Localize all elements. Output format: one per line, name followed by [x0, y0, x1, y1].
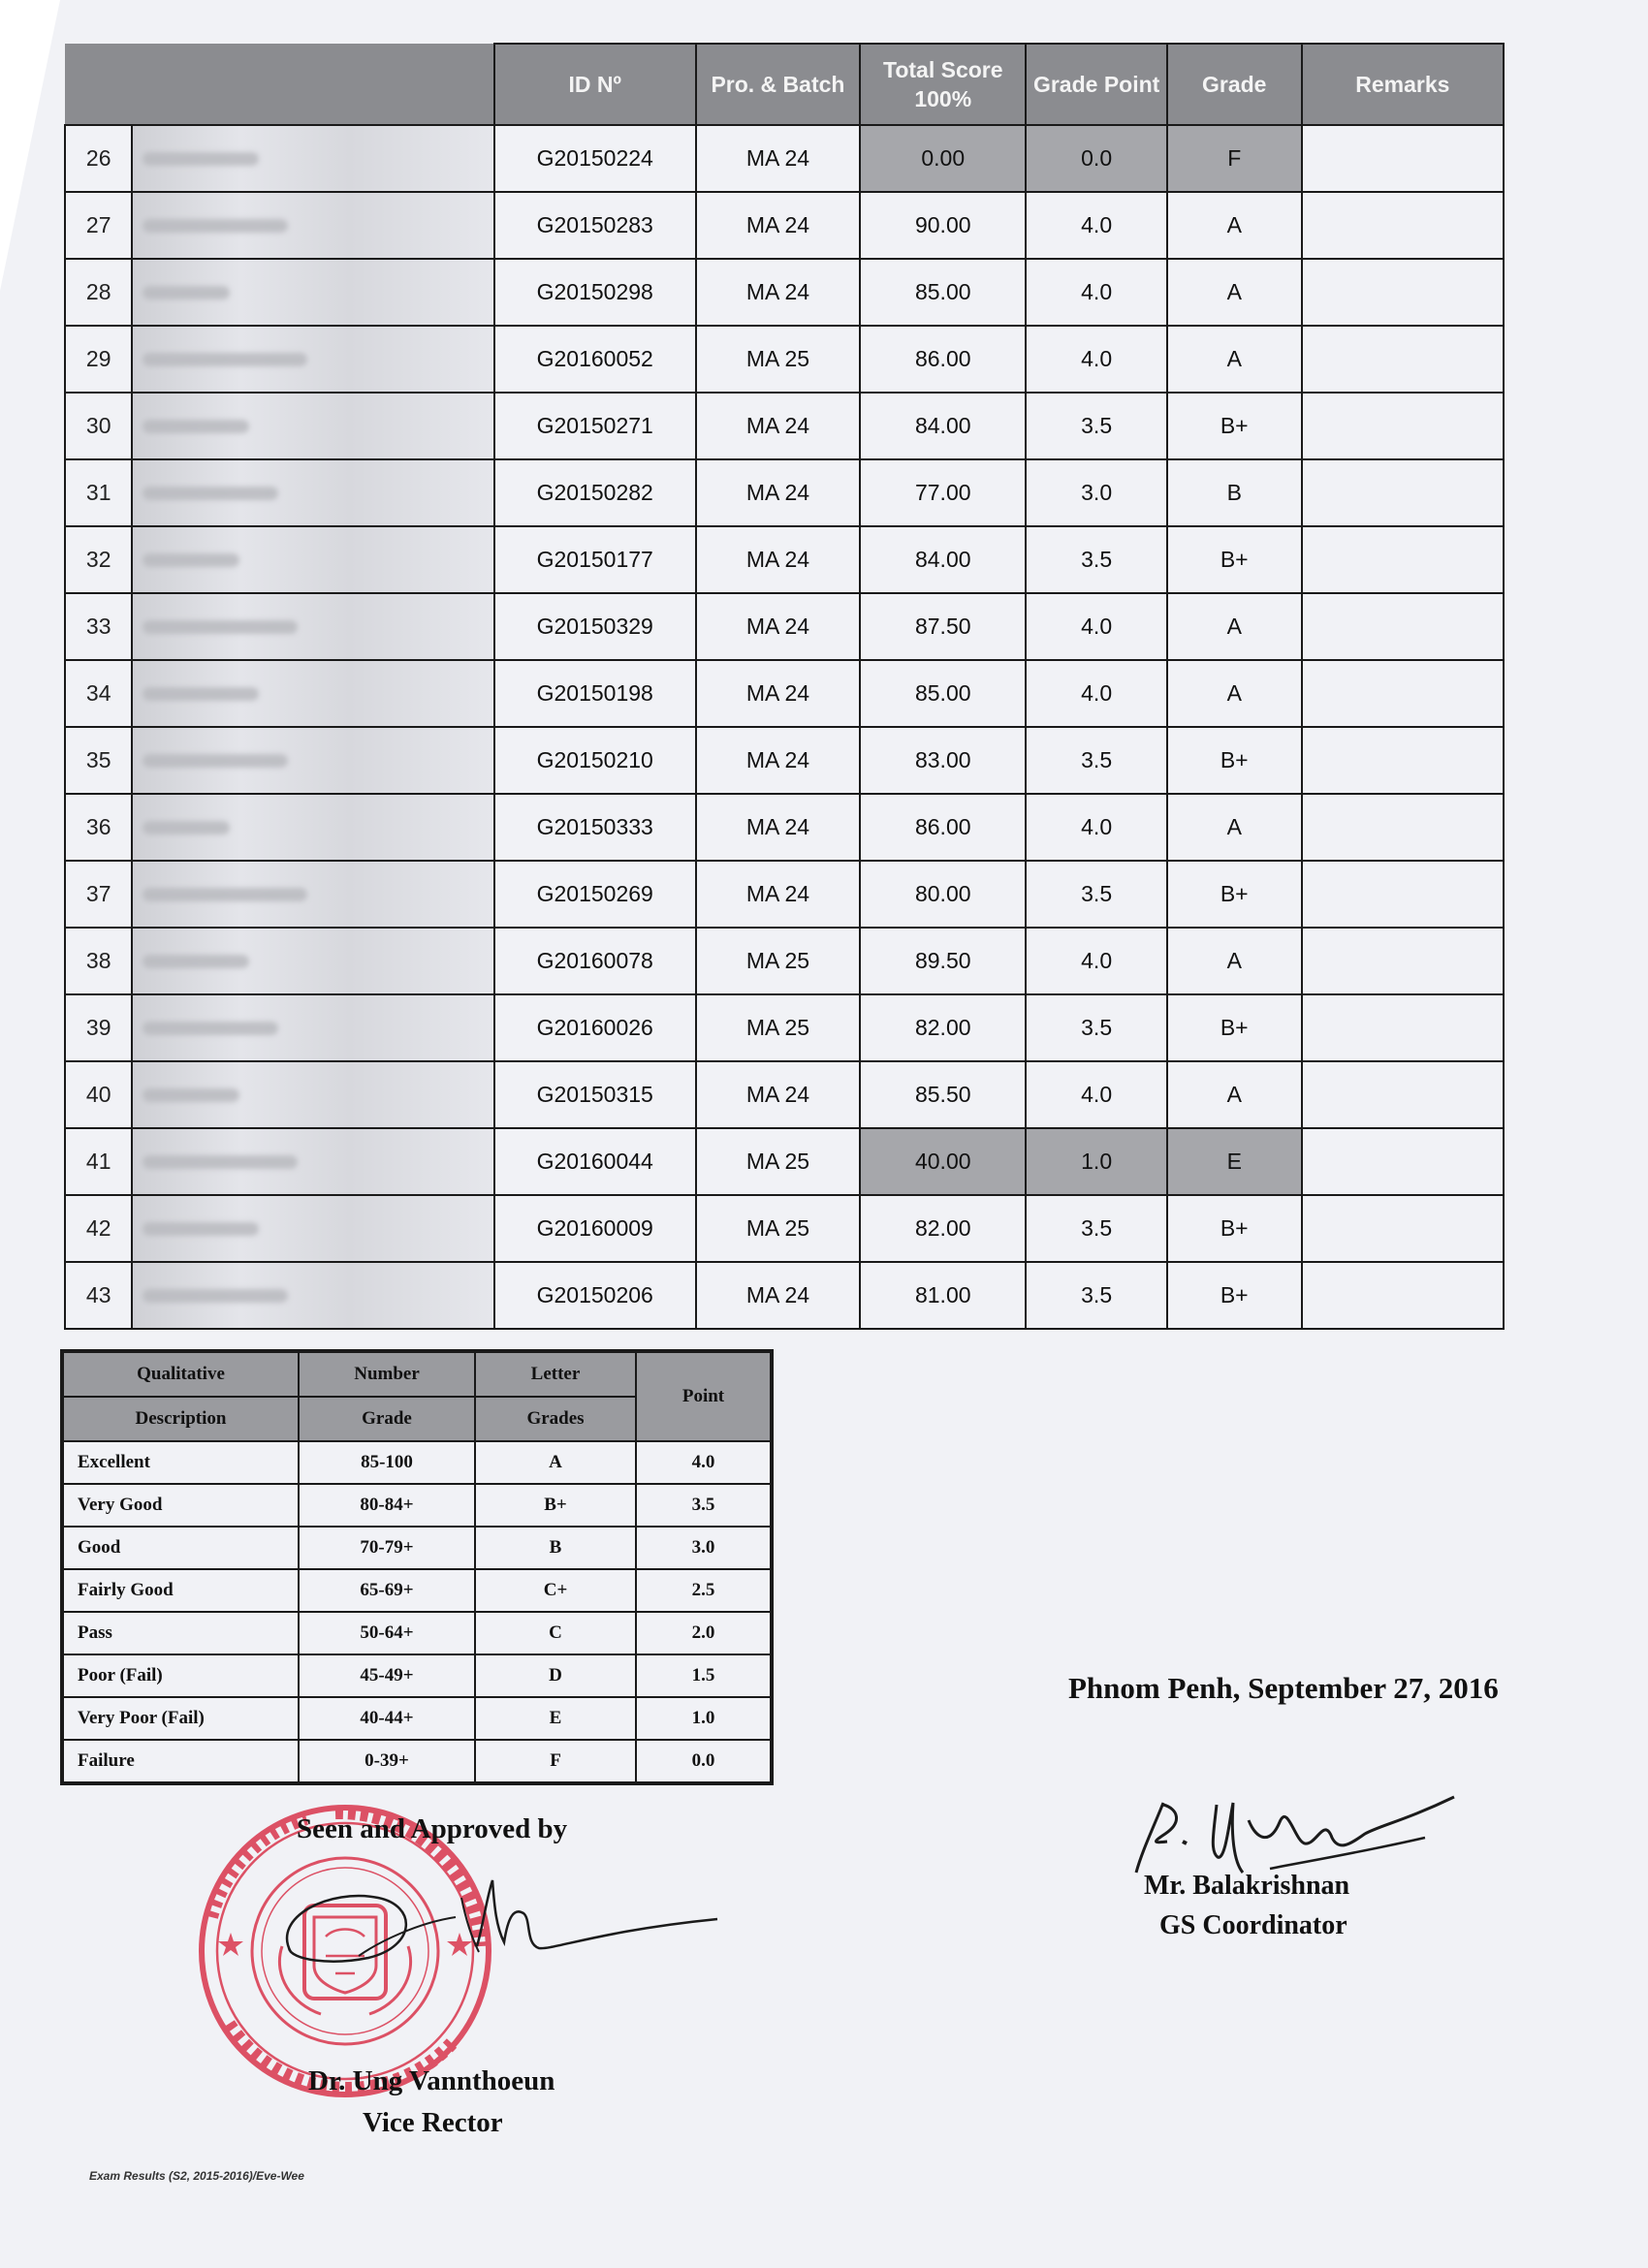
- letter-grade: F: [1167, 125, 1302, 192]
- table-row: [65, 861, 1504, 928]
- blurred-text: [143, 420, 249, 433]
- total-score: 85.00: [860, 660, 1026, 727]
- remarks: [1302, 994, 1504, 1061]
- coordinator-role: GS Coordinator: [1159, 1910, 1347, 1940]
- remarks: [1302, 459, 1504, 526]
- letter-grade: B: [1167, 459, 1302, 526]
- scale-row: [62, 1740, 772, 1783]
- scale-point: 4.0: [636, 1441, 772, 1484]
- scale-description: Pass: [62, 1612, 299, 1654]
- remarks: [1302, 192, 1504, 259]
- table-row: [65, 526, 1504, 593]
- scale-number-grade: 80-84+: [299, 1484, 475, 1527]
- row-number: 30: [65, 393, 132, 459]
- letter-grade: B+: [1167, 526, 1302, 593]
- student-id: G20150271: [494, 393, 696, 459]
- student-id: G20150298: [494, 259, 696, 326]
- row-number: 43: [65, 1262, 132, 1329]
- student-id: G20160026: [494, 994, 696, 1061]
- student-name-redacted: [132, 794, 493, 861]
- row-number: 26: [65, 125, 132, 192]
- scale-letter-grade: E: [475, 1697, 636, 1740]
- row-number: 28: [65, 259, 132, 326]
- total-score: 87.50: [860, 593, 1026, 660]
- scale-number-grade: 50-64+: [299, 1612, 475, 1654]
- coordinator-name: Mr. Balakrishnan: [1144, 1871, 1350, 1901]
- table-row: [65, 928, 1504, 994]
- table-row: [65, 660, 1504, 727]
- grade-point: 3.0: [1026, 459, 1166, 526]
- student-name-redacted: [132, 861, 493, 928]
- letter-grade: A: [1167, 192, 1302, 259]
- scale-point: 3.0: [636, 1527, 772, 1569]
- student-name-redacted: [132, 593, 493, 660]
- program-batch: MA 24: [696, 125, 860, 192]
- remarks: [1302, 593, 1504, 660]
- scale-point: 0.0: [636, 1740, 772, 1783]
- letter-grade: B+: [1167, 994, 1302, 1061]
- total-score: 85.00: [860, 259, 1026, 326]
- blurred-text: [143, 888, 307, 901]
- remarks: [1302, 660, 1504, 727]
- scale-header-grades: Grades: [475, 1397, 636, 1441]
- total-score: 82.00: [860, 994, 1026, 1061]
- table-row: [65, 794, 1504, 861]
- footer-note: Exam Results (S2, 2015-2016)/Eve-Wee: [89, 2169, 304, 2183]
- grade-point: 4.0: [1026, 928, 1166, 994]
- scale-header-grade: Grade: [299, 1397, 475, 1441]
- header-remarks: Remarks: [1302, 44, 1504, 125]
- scale-description: Fairly Good: [62, 1569, 299, 1612]
- student-name-redacted: [132, 326, 493, 393]
- letter-grade: B+: [1167, 393, 1302, 459]
- program-batch: MA 24: [696, 660, 860, 727]
- remarks: [1302, 794, 1504, 861]
- scale-point: 3.5: [636, 1484, 772, 1527]
- student-id: G20160044: [494, 1128, 696, 1195]
- program-batch: MA 24: [696, 861, 860, 928]
- student-name-redacted: [132, 459, 493, 526]
- grade-point: 4.0: [1026, 1061, 1166, 1128]
- remarks: [1302, 1061, 1504, 1128]
- program-batch: MA 24: [696, 393, 860, 459]
- remarks: [1302, 727, 1504, 794]
- total-score: 0.00: [860, 125, 1026, 192]
- grade-point: 4.0: [1026, 794, 1166, 861]
- scale-point: 1.5: [636, 1654, 772, 1697]
- student-id: G20160052: [494, 326, 696, 393]
- student-id: G20150269: [494, 861, 696, 928]
- student-name-redacted: [132, 192, 493, 259]
- student-name-redacted: [132, 660, 493, 727]
- scale-description: Poor (Fail): [62, 1654, 299, 1697]
- header-id: ID Nº: [494, 44, 696, 125]
- grade-point: 3.5: [1026, 994, 1166, 1061]
- scale-description: Very Poor (Fail): [62, 1697, 299, 1740]
- row-number: 40: [65, 1061, 132, 1128]
- blurred-text: [143, 620, 298, 634]
- row-number: 41: [65, 1128, 132, 1195]
- blurred-text: [143, 219, 288, 233]
- program-batch: MA 25: [696, 1195, 860, 1262]
- blurred-text: [143, 1289, 288, 1303]
- student-name-redacted: [132, 393, 493, 459]
- grade-point: 3.5: [1026, 727, 1166, 794]
- scale-number-grade: 45-49+: [299, 1654, 475, 1697]
- header-name-redacted: [65, 44, 494, 125]
- scale-row: [62, 1654, 772, 1697]
- row-number: 38: [65, 928, 132, 994]
- total-score: 82.00: [860, 1195, 1026, 1262]
- student-name-redacted: [132, 1195, 493, 1262]
- row-number: 36: [65, 794, 132, 861]
- letter-grade: A: [1167, 326, 1302, 393]
- student-name-redacted: [132, 727, 493, 794]
- scale-description: Excellent: [62, 1441, 299, 1484]
- total-score: 85.50: [860, 1061, 1026, 1128]
- student-id: G20160078: [494, 928, 696, 994]
- scale-row: [62, 1612, 772, 1654]
- remarks: [1302, 861, 1504, 928]
- scale-description: Failure: [62, 1740, 299, 1783]
- grade-point: 1.0: [1026, 1128, 1166, 1195]
- total-score: 80.00: [860, 861, 1026, 928]
- header-batch: Pro. & Batch: [696, 44, 860, 125]
- student-id: G20150224: [494, 125, 696, 192]
- student-id: G20150282: [494, 459, 696, 526]
- blurred-text: [143, 353, 307, 366]
- scale-letter-grade: A: [475, 1441, 636, 1484]
- row-number: 29: [65, 326, 132, 393]
- letter-grade: A: [1167, 593, 1302, 660]
- letter-grade: A: [1167, 259, 1302, 326]
- blurred-text: [143, 955, 249, 968]
- student-id: G20150329: [494, 593, 696, 660]
- header-grade: Grade: [1167, 44, 1302, 125]
- program-batch: MA 24: [696, 794, 860, 861]
- total-score: 90.00: [860, 192, 1026, 259]
- results-table-body: [65, 125, 1504, 1329]
- program-batch: MA 25: [696, 326, 860, 393]
- row-number: 39: [65, 994, 132, 1061]
- remarks: [1302, 526, 1504, 593]
- student-id: G20150315: [494, 1061, 696, 1128]
- scale-row: [62, 1697, 772, 1740]
- student-name-redacted: [132, 994, 493, 1061]
- total-score: 86.00: [860, 326, 1026, 393]
- program-batch: MA 24: [696, 1262, 860, 1329]
- row-number: 27: [65, 192, 132, 259]
- scale-point: 2.0: [636, 1612, 772, 1654]
- blurred-text: [143, 553, 239, 567]
- grade-point: 4.0: [1026, 192, 1166, 259]
- blurred-text: [143, 687, 259, 701]
- vice-rector-name: Dr. Ung Vannthoeun: [308, 2065, 555, 2096]
- total-score: 40.00: [860, 1128, 1026, 1195]
- remarks: [1302, 259, 1504, 326]
- remarks: [1302, 928, 1504, 994]
- program-batch: MA 24: [696, 192, 860, 259]
- blurred-text: [143, 1222, 259, 1236]
- letter-grade: B+: [1167, 727, 1302, 794]
- scale-number-grade: 40-44+: [299, 1697, 475, 1740]
- total-score: 81.00: [860, 1262, 1026, 1329]
- row-number: 42: [65, 1195, 132, 1262]
- grade-point: 3.5: [1026, 526, 1166, 593]
- table-row: [65, 259, 1504, 326]
- student-id: G20150177: [494, 526, 696, 593]
- scale-letter-grade: B+: [475, 1484, 636, 1527]
- scale-header-point: Point: [636, 1351, 772, 1441]
- table-row: [65, 192, 1504, 259]
- letter-grade: E: [1167, 1128, 1302, 1195]
- program-batch: MA 25: [696, 994, 860, 1061]
- blurred-text: [143, 1022, 278, 1035]
- remarks: [1302, 393, 1504, 459]
- program-batch: MA 24: [696, 593, 860, 660]
- total-score: 86.00: [860, 794, 1026, 861]
- table-row: [65, 994, 1504, 1061]
- blurred-text: [143, 754, 288, 768]
- remarks: [1302, 1262, 1504, 1329]
- grade-point: 3.5: [1026, 861, 1166, 928]
- row-number: 34: [65, 660, 132, 727]
- place-date: Phnom Penh, September 27, 2016: [1068, 1671, 1499, 1705]
- total-score: 84.00: [860, 526, 1026, 593]
- grade-point: 0.0: [1026, 125, 1166, 192]
- blurred-text: [143, 286, 230, 299]
- scale-letter-grade: C: [475, 1612, 636, 1654]
- letter-grade: B+: [1167, 1262, 1302, 1329]
- table-row: [65, 593, 1504, 660]
- program-batch: MA 24: [696, 727, 860, 794]
- row-number: 33: [65, 593, 132, 660]
- grade-point: 4.0: [1026, 326, 1166, 393]
- vice-rector-role: Vice Rector: [363, 2107, 503, 2138]
- scale-point: 2.5: [636, 1569, 772, 1612]
- student-name-redacted: [132, 928, 493, 994]
- remarks: [1302, 1128, 1504, 1195]
- letter-grade: A: [1167, 794, 1302, 861]
- scale-letter-grade: C+: [475, 1569, 636, 1612]
- program-batch: MA 24: [696, 526, 860, 593]
- grading-scale-body: [62, 1441, 772, 1783]
- grade-point: 4.0: [1026, 593, 1166, 660]
- remarks: [1302, 1195, 1504, 1262]
- program-batch: MA 24: [696, 1061, 860, 1128]
- scale-row: [62, 1441, 772, 1484]
- program-batch: MA 25: [696, 928, 860, 994]
- scale-number-grade: 70-79+: [299, 1527, 475, 1569]
- scale-header-letter: Letter: [475, 1351, 636, 1397]
- remarks: [1302, 326, 1504, 393]
- letter-grade: A: [1167, 928, 1302, 994]
- row-number: 37: [65, 861, 132, 928]
- grade-point: 3.5: [1026, 393, 1166, 459]
- program-batch: MA 24: [696, 459, 860, 526]
- blurred-text: [143, 487, 278, 500]
- student-name-redacted: [132, 526, 493, 593]
- blurred-text: [143, 152, 259, 166]
- results-table: [64, 43, 1505, 1330]
- blurred-text: [143, 1155, 298, 1169]
- student-id: G20160009: [494, 1195, 696, 1262]
- table-row: [65, 393, 1504, 459]
- grade-point: 3.5: [1026, 1195, 1166, 1262]
- table-row: [65, 125, 1504, 192]
- program-batch: MA 25: [696, 1128, 860, 1195]
- results-table-header: [65, 44, 1504, 125]
- blurred-text: [143, 1088, 239, 1102]
- student-id: G20150283: [494, 192, 696, 259]
- scale-point: 1.0: [636, 1697, 772, 1740]
- total-score: 77.00: [860, 459, 1026, 526]
- scale-letter-grade: F: [475, 1740, 636, 1783]
- scale-header-description: Description: [62, 1397, 299, 1441]
- scale-row: [62, 1527, 772, 1569]
- student-id: G20150333: [494, 794, 696, 861]
- student-id: G20150206: [494, 1262, 696, 1329]
- scale-letter-grade: B: [475, 1527, 636, 1569]
- scale-description: Very Good: [62, 1484, 299, 1527]
- scale-number-grade: 85-100: [299, 1441, 475, 1484]
- student-id: G20150198: [494, 660, 696, 727]
- grade-point: 4.0: [1026, 259, 1166, 326]
- table-row: [65, 727, 1504, 794]
- folded-corner: [0, 0, 60, 291]
- student-name-redacted: [132, 1128, 493, 1195]
- letter-grade: B+: [1167, 861, 1302, 928]
- scale-number-grade: 0-39+: [299, 1740, 475, 1783]
- total-score: 83.00: [860, 727, 1026, 794]
- header-total-score: Total Score 100%: [860, 44, 1026, 125]
- student-id: G20150210: [494, 727, 696, 794]
- table-row: [65, 1128, 1504, 1195]
- table-row: [65, 326, 1504, 393]
- grade-point: 4.0: [1026, 660, 1166, 727]
- remarks: [1302, 125, 1504, 192]
- scale-header-number: Number: [299, 1351, 475, 1397]
- grading-scale-table: [60, 1349, 774, 1785]
- table-row: [65, 1195, 1504, 1262]
- grading-scale-header: [62, 1351, 772, 1441]
- letter-grade: A: [1167, 1061, 1302, 1128]
- scale-letter-grade: D: [475, 1654, 636, 1697]
- student-name-redacted: [132, 259, 493, 326]
- table-row: [65, 1262, 1504, 1329]
- total-score: 89.50: [860, 928, 1026, 994]
- header-grade-point: Grade Point: [1026, 44, 1166, 125]
- scale-description: Good: [62, 1527, 299, 1569]
- row-number: 31: [65, 459, 132, 526]
- grade-point: 3.5: [1026, 1262, 1166, 1329]
- table-row: [65, 459, 1504, 526]
- total-score: 84.00: [860, 393, 1026, 459]
- letter-grade: B+: [1167, 1195, 1302, 1262]
- program-batch: MA 24: [696, 259, 860, 326]
- table-row: [65, 1061, 1504, 1128]
- letter-grade: A: [1167, 660, 1302, 727]
- student-name-redacted: [132, 125, 493, 192]
- student-name-redacted: [132, 1262, 493, 1329]
- blurred-text: [143, 821, 230, 835]
- row-number: 32: [65, 526, 132, 593]
- row-number: 35: [65, 727, 132, 794]
- scale-number-grade: 65-69+: [299, 1569, 475, 1612]
- scale-row: [62, 1484, 772, 1527]
- scale-row: [62, 1569, 772, 1612]
- student-name-redacted: [132, 1061, 493, 1128]
- scale-header-qualitative: Qualitative: [62, 1351, 299, 1397]
- vice-rector-signature: [271, 1859, 727, 1975]
- approval-label: Seen and Approved by: [297, 1813, 568, 1844]
